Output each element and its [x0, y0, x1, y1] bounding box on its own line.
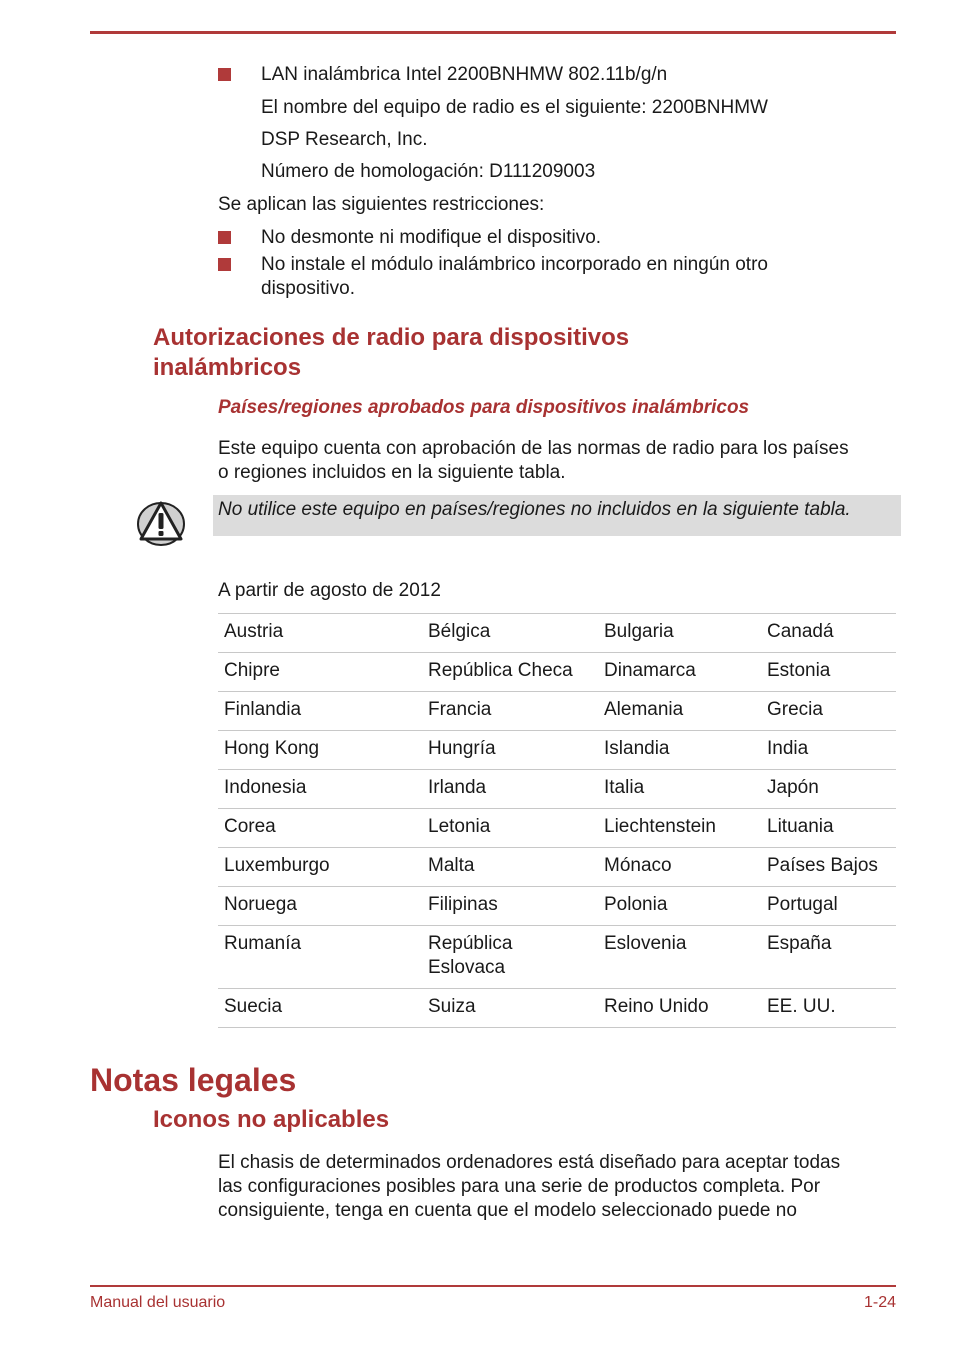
table-row [218, 848, 896, 887]
countries-table [218, 613, 896, 1028]
legal-paragraph-line1: El chasis de determinados ordenadores está diseñado para aceptar todas [218, 1152, 841, 1173]
bullet-marker [218, 231, 231, 244]
table-cell: Canadá [761, 614, 896, 653]
table-cell: Bélgica [422, 614, 598, 653]
table-cell: Irlanda [422, 770, 598, 809]
table-cell: Suiza [422, 989, 598, 1028]
subsection-heading: Países/regiones aprobados para dispositivos inalámbricos [218, 397, 750, 418]
section-heading-line2: inalámbricos [153, 354, 302, 381]
table-cell: Rumanía [218, 926, 422, 989]
approval-paragraph-line2: o regiones incluidos en la siguiente tabla. [218, 462, 566, 483]
table-cell: Polonia [598, 887, 761, 926]
table-cell: Letonia [422, 809, 598, 848]
table-cell: España [761, 926, 896, 989]
table-cell: República Checa [422, 653, 598, 692]
manufacturer-name: DSP Research, Inc. [261, 129, 428, 150]
table-row [218, 770, 896, 809]
table-cell: Suecia [218, 989, 422, 1028]
warning-triangle-icon [136, 497, 186, 547]
table-cell: EE. UU. [761, 989, 896, 1028]
table-cell: Japón [761, 770, 896, 809]
table-cell: Grecia [761, 692, 896, 731]
header-rule [90, 31, 896, 34]
table-cell: Islandia [598, 731, 761, 770]
table-cell: Liechtenstein [598, 809, 761, 848]
bullet-item-lan: LAN inalámbrica Intel 2200BNHMW 802.11b/g/n [261, 64, 668, 85]
legal-paragraph-line3: consiguiente, tenga en cuenta que el modelo seleccionado puede no [218, 1200, 797, 1221]
restriction-item-2-line2: dispositivo. [261, 278, 355, 299]
legal-subheading: Iconos no aplicables [153, 1106, 390, 1133]
table-row [218, 887, 896, 926]
date-note: A partir de agosto de 2012 [218, 580, 441, 601]
table-cell: India [761, 731, 896, 770]
footer-title: Manual del usuario [90, 1294, 226, 1311]
page-number: 1-24 [863, 1294, 896, 1311]
table-cell: Indonesia [218, 770, 422, 809]
table-cell: Dinamarca [598, 653, 761, 692]
table-cell: Francia [422, 692, 598, 731]
table-row [218, 614, 896, 653]
radio-equipment-name: El nombre del equipo de radio es el siguiente: 2200BNHMW [261, 97, 768, 118]
table-row [218, 989, 896, 1028]
bullet-marker [218, 68, 231, 81]
table-cell: Austria [218, 614, 422, 653]
table-cell: Hong Kong [218, 731, 422, 770]
footer-rule [90, 1285, 896, 1287]
table-cell: Corea [218, 809, 422, 848]
bullet-marker [218, 258, 231, 271]
table-cell: Finlandia [218, 692, 422, 731]
section-heading-line1: Autorizaciones de radio para dispositivos [153, 324, 630, 351]
table-cell: Alemania [598, 692, 761, 731]
table-row [218, 926, 896, 989]
legal-paragraph-line2: las configuraciones posibles para una serie de productos completa. Por [218, 1176, 821, 1197]
table-cell: Chipre [218, 653, 422, 692]
table-cell: Lituania [761, 809, 896, 848]
table-cell: Reino Unido [598, 989, 761, 1028]
table-cell: Malta [422, 848, 598, 887]
table-row [218, 653, 896, 692]
table-cell: Mónaco [598, 848, 761, 887]
restriction-item-2-line1: No instale el módulo inalámbrico incorporado en ningún otro [261, 254, 768, 275]
table-cell: Filipinas [422, 887, 598, 926]
table-cell: Bulgaria [598, 614, 761, 653]
table-cell: Estonia [761, 653, 896, 692]
table-cell: Luxemburgo [218, 848, 422, 887]
table-cell: Eslovenia [598, 926, 761, 989]
table-cell: Hungría [422, 731, 598, 770]
restriction-item-1: No desmonte ni modifique el dispositivo. [261, 227, 602, 248]
table-cell: República Eslovaca [422, 926, 598, 989]
restrictions-intro: Se aplican las siguientes restricciones: [218, 194, 545, 215]
table-row [218, 692, 896, 731]
table-cell: Italia [598, 770, 761, 809]
approval-paragraph-line1: Este equipo cuenta con aprobación de las normas de radio para los países [218, 438, 849, 459]
legal-heading: Notas legales [90, 1062, 297, 1098]
homologation-number: Número de homologación: D111209003 [261, 161, 596, 182]
table-row [218, 731, 896, 770]
table-cell: Países Bajos [761, 848, 896, 887]
warning-text: No utilice este equipo en países/regiones no incluidos en la siguiente tabla. [218, 499, 851, 520]
table-row [218, 809, 896, 848]
table-cell: Portugal [761, 887, 896, 926]
table-cell: Noruega [218, 887, 422, 926]
